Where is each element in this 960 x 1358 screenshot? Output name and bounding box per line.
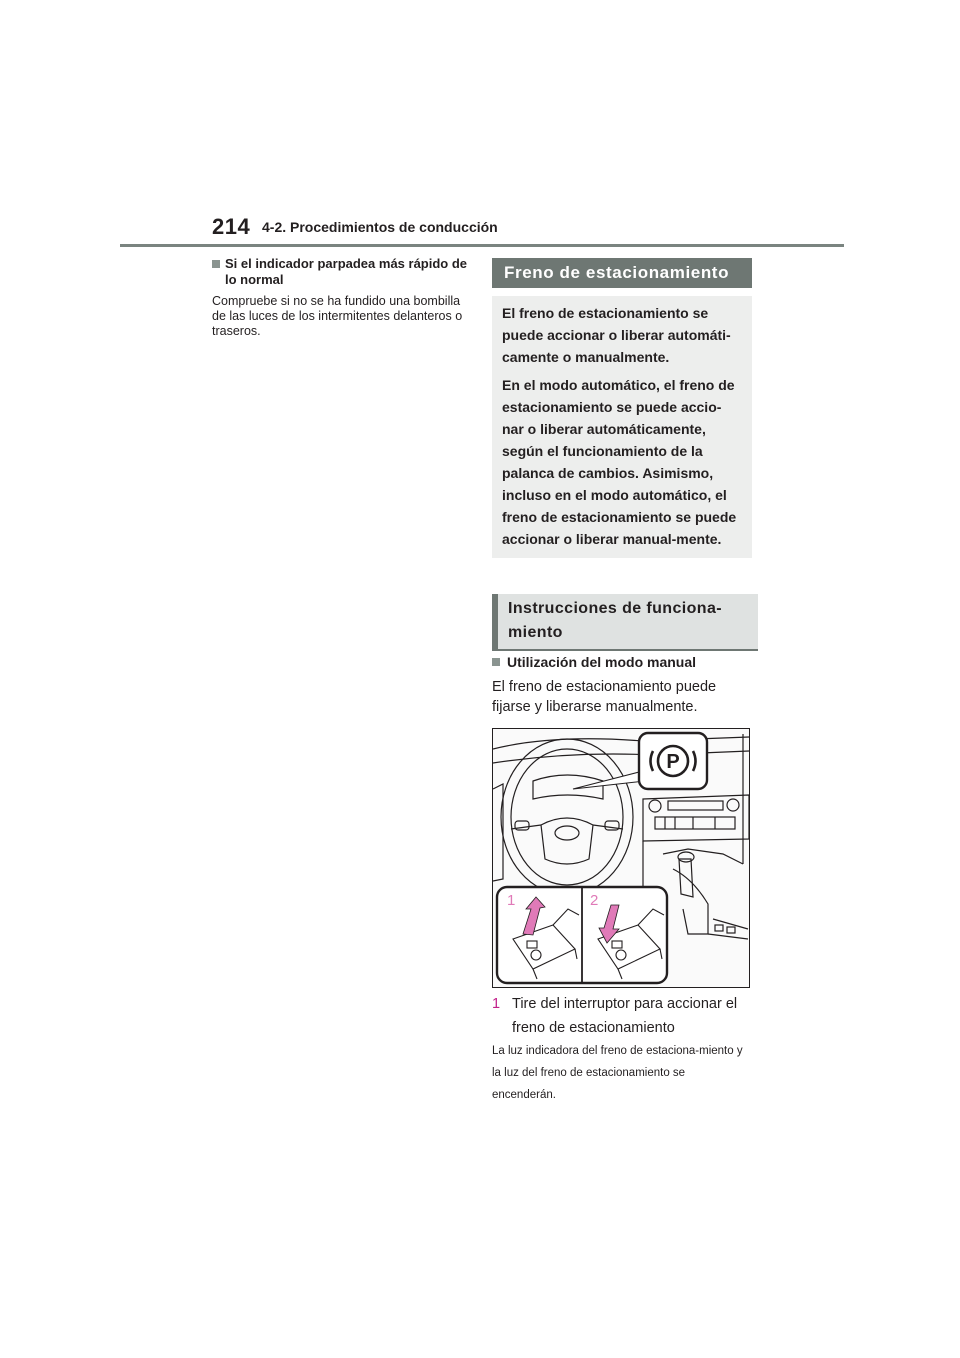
page-number: 214 xyxy=(212,214,251,239)
step-text: Tire del interruptor para accionar el freno de estacionamiento xyxy=(512,996,738,1036)
summary-paragraph-1: El freno de estacionamiento se puede accionar o liberar automáti-camente o manualmente. xyxy=(502,305,731,365)
subheading-blinking-indicator xyxy=(212,256,470,288)
parking-switch-callout xyxy=(639,733,707,789)
step-number: 1 xyxy=(492,996,501,1012)
indicator-note: La luz indicadora del freno de estaciona-miento y la luz del freno de estacionamiento se encenderán. xyxy=(492,1045,743,1101)
operation-inset xyxy=(497,887,667,983)
manual-mode-heading xyxy=(492,654,696,670)
subheading-text: Si el indicador parpadea más rápido de lo normal xyxy=(225,256,468,287)
square-bullet-icon xyxy=(212,260,220,268)
callout-leader xyxy=(573,771,645,789)
manual-heading-text: Utilización del modo manual xyxy=(507,654,697,670)
parking-brake-symbol: P xyxy=(666,751,680,773)
left-column xyxy=(212,256,470,339)
callout-label-2: 2 xyxy=(590,892,599,909)
summary-paragraph-2: En el modo automático, el freno de estacionamiento se puede accio-nar o liberar automáticamente, según el funcionamiento de la palanca de cambios. Asimismo, incluso en el modo automático, el freno de estacionamiento se puede accionar o liberar manual-mente. xyxy=(502,377,737,547)
running-head: 4-2. Procedimientos de conducción xyxy=(262,219,498,235)
step-1 xyxy=(492,992,752,1040)
instructions-title-bar: Instrucciones de funciona-miento xyxy=(492,594,758,651)
bulb-check-paragraph: Compruebe si no se ha fundido una bombilla de las luces de los intermitentes delanteros o traseros. xyxy=(212,294,463,338)
manual-mode-paragraph: El freno de estacionamiento puede fijarse y liberarse manualmente. xyxy=(492,679,717,715)
parking-brake-illustration xyxy=(492,728,750,988)
summary-box xyxy=(492,296,752,558)
section-title-bar: Freno de estacionamiento xyxy=(492,258,752,288)
header-rule xyxy=(120,244,844,247)
square-bullet-icon xyxy=(492,658,500,666)
callout-label-1: 1 xyxy=(507,892,516,909)
